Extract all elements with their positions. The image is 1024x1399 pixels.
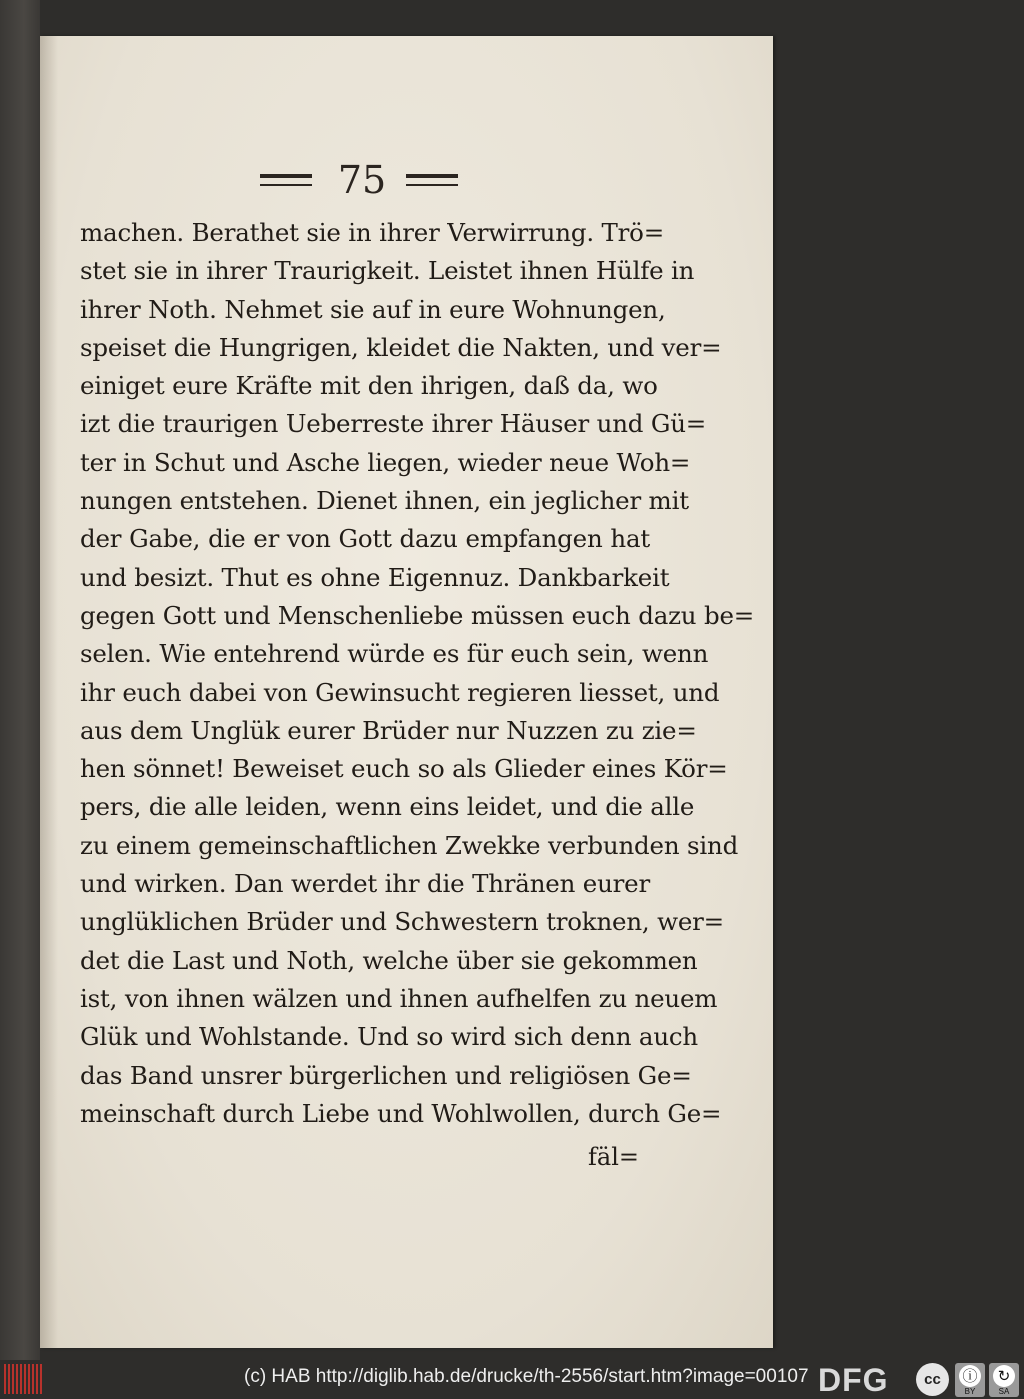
text-line: ist, von ihnen wälzen und ihnen aufhelfen zu neuem — [80, 983, 718, 1013]
creative-commons-icon: cc — [916, 1363, 949, 1396]
text-line: izt die traurigen Ueberreste ihrer Häuser und Gü= — [80, 409, 707, 439]
previous-page-edge — [0, 0, 40, 1360]
header-rule-left — [260, 174, 312, 186]
text-line: zu einem gemeinschaftlichen Zwekke verbunden sind — [80, 830, 739, 860]
text-line: unglüklichen Brüder und Schwestern troknen, wer= — [80, 907, 724, 937]
text-line: meinschaft durch Liebe und Wohlwollen, durch Ge= — [80, 1098, 722, 1128]
text-line: nungen entstehen. Dienet ihnen, ein jeglicher mit — [80, 486, 689, 516]
cc-sa-label: SA — [998, 1387, 1010, 1396]
share-alike-glyph: ↻ — [993, 1365, 1015, 1387]
page-number: 75 — [337, 158, 387, 202]
text-line: das Band unsrer bürgerlichen und religiösen Ge= — [80, 1060, 692, 1090]
dfg-logo: DFG — [818, 1362, 889, 1398]
text-line: pers, die alle leiden, wenn eins leidet, und die alle — [80, 792, 695, 822]
text-line: machen. Berathet sie in ihrer Verwirrung. Trö= — [80, 218, 665, 247]
copyright-link[interactable]: (c) HAB http://diglib.hab.de/drucke/th-2556/start.htm?image=00107 — [244, 1366, 809, 1387]
text-line: der Gabe, die er von Gott dazu empfangen hat — [80, 524, 650, 554]
cc-sa-icon — [989, 1363, 1019, 1397]
text-line: aus dem Unglük eurer Brüder nur Nuzzen zu zie= — [80, 715, 697, 745]
footer-bar — [0, 1360, 1024, 1399]
text-line: hen sönnet! Beweiset euch so als Glieder eines Kör= — [80, 754, 728, 784]
page-text — [80, 214, 755, 1133]
text-line: stet sie in ihrer Traurigkeit. Leistet ihnen Hülfe in — [80, 256, 695, 286]
text-line: ihr euch dabei von Gewinsucht regieren liesset, und — [80, 677, 720, 707]
text-line: gegen Gott und Menschenliebe müssen euch dazu be= — [80, 600, 755, 630]
attribution-glyph: ⓘ — [959, 1365, 981, 1387]
text-line: det die Last und Noth, welche über sie gekommen — [80, 945, 698, 975]
header-rule-right — [406, 174, 458, 186]
text-line: speiset die Hungrigen, kleidet die Nakten, und ver= — [80, 332, 722, 362]
gutter-shadow — [40, 36, 58, 1348]
cc-by-icon — [955, 1363, 985, 1397]
text-line: und besizt. Thut es ohne Eigennuz. Dankbarkeit — [80, 562, 670, 592]
book-page — [40, 36, 773, 1348]
text-line: und wirken. Dan werdet ihr die Thränen eurer — [80, 869, 650, 899]
text-line: ihrer Noth. Nehmet sie auf in eure Wohnungen, — [80, 294, 666, 324]
text-line: Glük und Wohlstande. Und so wird sich denn auch — [80, 1022, 699, 1052]
page-header — [40, 158, 773, 208]
text-line: ter in Schut und Asche liegen, wieder neue Woh= — [80, 447, 691, 477]
catchword: fäl= — [588, 1143, 639, 1171]
text-line: selen. Wie entehrend würde es für euch sein, wenn — [80, 639, 709, 669]
text-line: einiget eure Kräfte mit den ihrigen, daß da, wo — [80, 371, 658, 401]
barcode-icon — [4, 1364, 42, 1394]
cc-by-label: BY — [964, 1387, 976, 1396]
